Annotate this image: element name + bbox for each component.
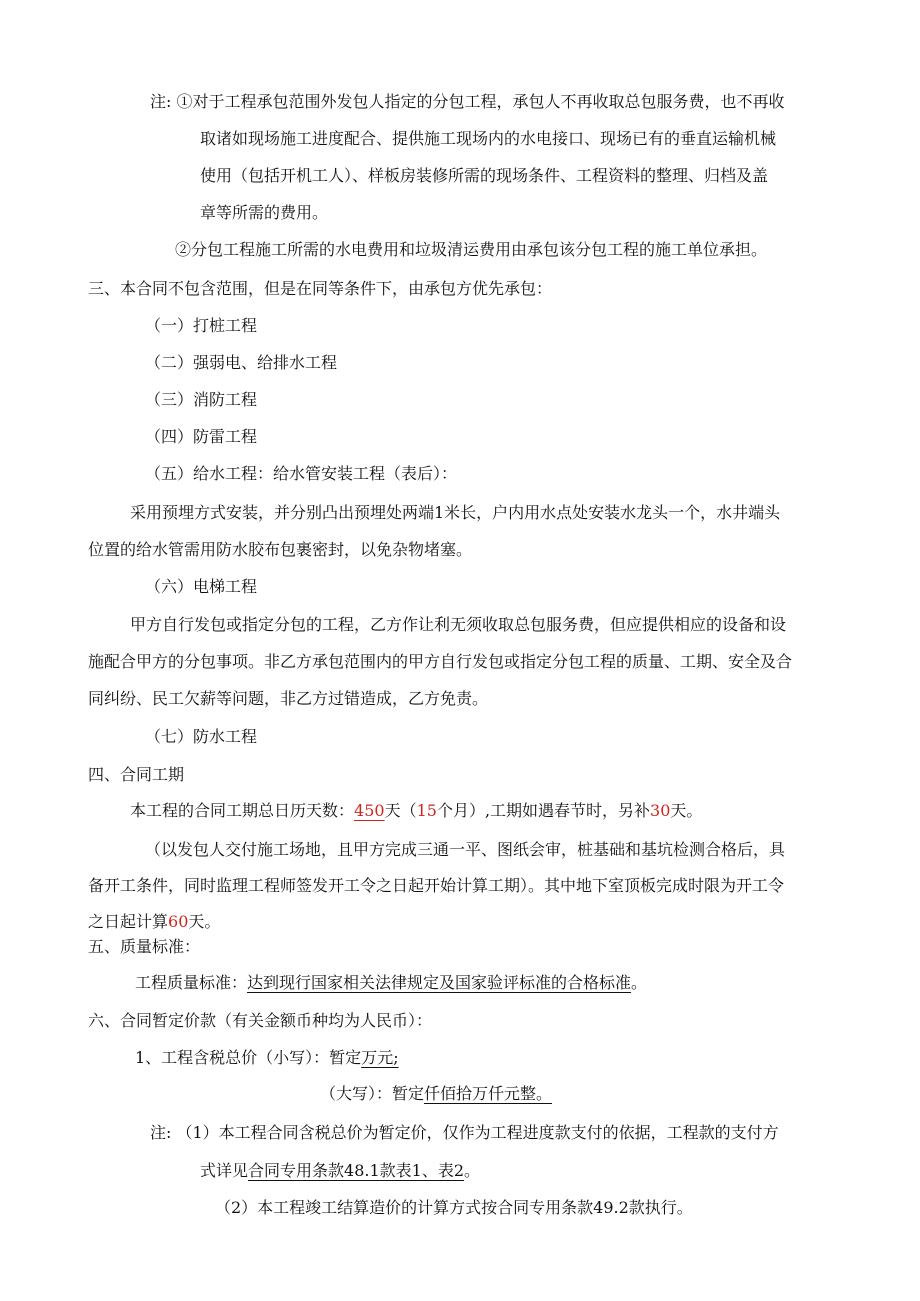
quality-value: 达到现行国家相关法律规定及国家验评标准的合格标准	[247, 973, 632, 992]
water-paragraph: 位置的给水管需用防水胶布包裹密封，以免杂物堵塞。	[88, 540, 473, 559]
price-upper-label: （大写）：暂定	[320, 1084, 425, 1103]
duration-note-suffix: 天。	[188, 912, 221, 931]
duration-note-prefix: 之日起计算	[88, 912, 169, 931]
total-price-lower	[135, 1050, 399, 1066]
duration-note: 备开工条件，同时监理工程师签发开工令之日起开始计算工期）。其中地下室顶板完成时限为开工令	[88, 876, 785, 895]
duration-days: 450	[354, 801, 385, 820]
note-line: 取诸如现场施工进度配合、提供施工现场内的水电接口、现场已有的垂直运输机械	[200, 129, 777, 148]
price-lower-label: 1、工程含税总价（小写）：暂定	[135, 1048, 362, 1067]
duration-unit-2: 天。	[670, 801, 703, 820]
duration-months: 15	[416, 801, 437, 820]
section-4-heading: 四、合同工期	[88, 765, 185, 784]
basement-days: 60	[168, 912, 189, 931]
duration-note: （以发包人交付施工场地，且甲方完成三通一平、图纸会审，桩基础和基坑检测合格后，具	[145, 840, 786, 859]
water-paragraph: 采用预埋方式安装，并分别凸出预埋处两端1米长，户内用水点处安装水龙头一个，水井端头	[130, 503, 781, 522]
list-item: （七）防水工程	[145, 727, 258, 746]
list-item: （五）给水工程：给水管安装工程（表后）：	[145, 464, 458, 483]
list-item: （三）消防工程	[145, 390, 258, 409]
list-item: （一）打桩工程	[145, 316, 258, 335]
list-item: （二）强弱电、给排水工程	[145, 353, 338, 372]
section-6-heading: 六、合同暂定价款（有关金额币种均为人民币）：	[88, 1011, 433, 1030]
elevator-paragraph: 同纠纷、民工欠薪等问题，非乙方过错造成，乙方免责。	[88, 689, 489, 708]
note-item-2: ②分包工程施工所需的水电费用和垃圾清运费用由承包该分包工程的施工单位承担。	[175, 240, 768, 259]
price-note-clause: 合同专用条款48.1款表1、表2	[248, 1161, 465, 1180]
elevator-paragraph: 施配合甲方的分包事项。非乙方承包范围内的甲方自行发包或指定分包工程的质量、工期、安全及合	[88, 652, 793, 671]
price-note	[200, 1163, 480, 1179]
duration-prefix: 本工程的合同工期总日历天数：	[130, 801, 355, 820]
price-note-prefix: 式详见	[200, 1161, 249, 1180]
price-note: （2）本工程竣工结算造价的计算方式按合同专用条款49.2款执行。	[215, 1198, 693, 1217]
duration-extra-days: 30	[650, 801, 671, 820]
list-item: （六）电梯工程	[145, 577, 258, 596]
duration-note	[88, 914, 220, 930]
duration-unit: 天（	[384, 801, 417, 820]
total-price-upper	[320, 1086, 552, 1102]
price-lower-value: 万元;	[361, 1048, 399, 1067]
contract-duration	[130, 803, 702, 819]
section-3-heading: 三、本合同不包含范围，但是在同等条件下，由承包方优先承包：	[88, 279, 553, 298]
elevator-paragraph: 甲方自行发包或指定分包的工程，乙方作让利无须收取总包服务费，但应提供相应的设备和设	[130, 615, 787, 634]
note-line: 章等所需的费用。	[200, 203, 329, 222]
list-item: （四）防雷工程	[145, 427, 258, 446]
price-upper-value: 仟佰拾万仟元整。	[424, 1084, 553, 1103]
quality-end: 。	[631, 973, 648, 992]
quality-label: 工程质量标准：	[135, 973, 248, 992]
section-5-heading: 五、质量标准：	[88, 937, 201, 956]
note-line: 使用（包括开机工人）、样板房装修所需的现场条件、工程资料的整理、归档及盖	[200, 166, 769, 185]
note-line: 注: ①对于工程承包范围外发包人指定的分包工程，承包人不再收取总包服务费，也不再收	[150, 92, 785, 111]
price-note: 注: （1）本工程合同含税总价为暂定价，仅作为工程进度款支付的依据，工程款的支付方	[150, 1123, 779, 1142]
quality-standard	[135, 975, 647, 991]
price-note-end: 。	[464, 1161, 481, 1180]
duration-mid: 个月）,工期如遇春节时，另补	[436, 801, 651, 820]
